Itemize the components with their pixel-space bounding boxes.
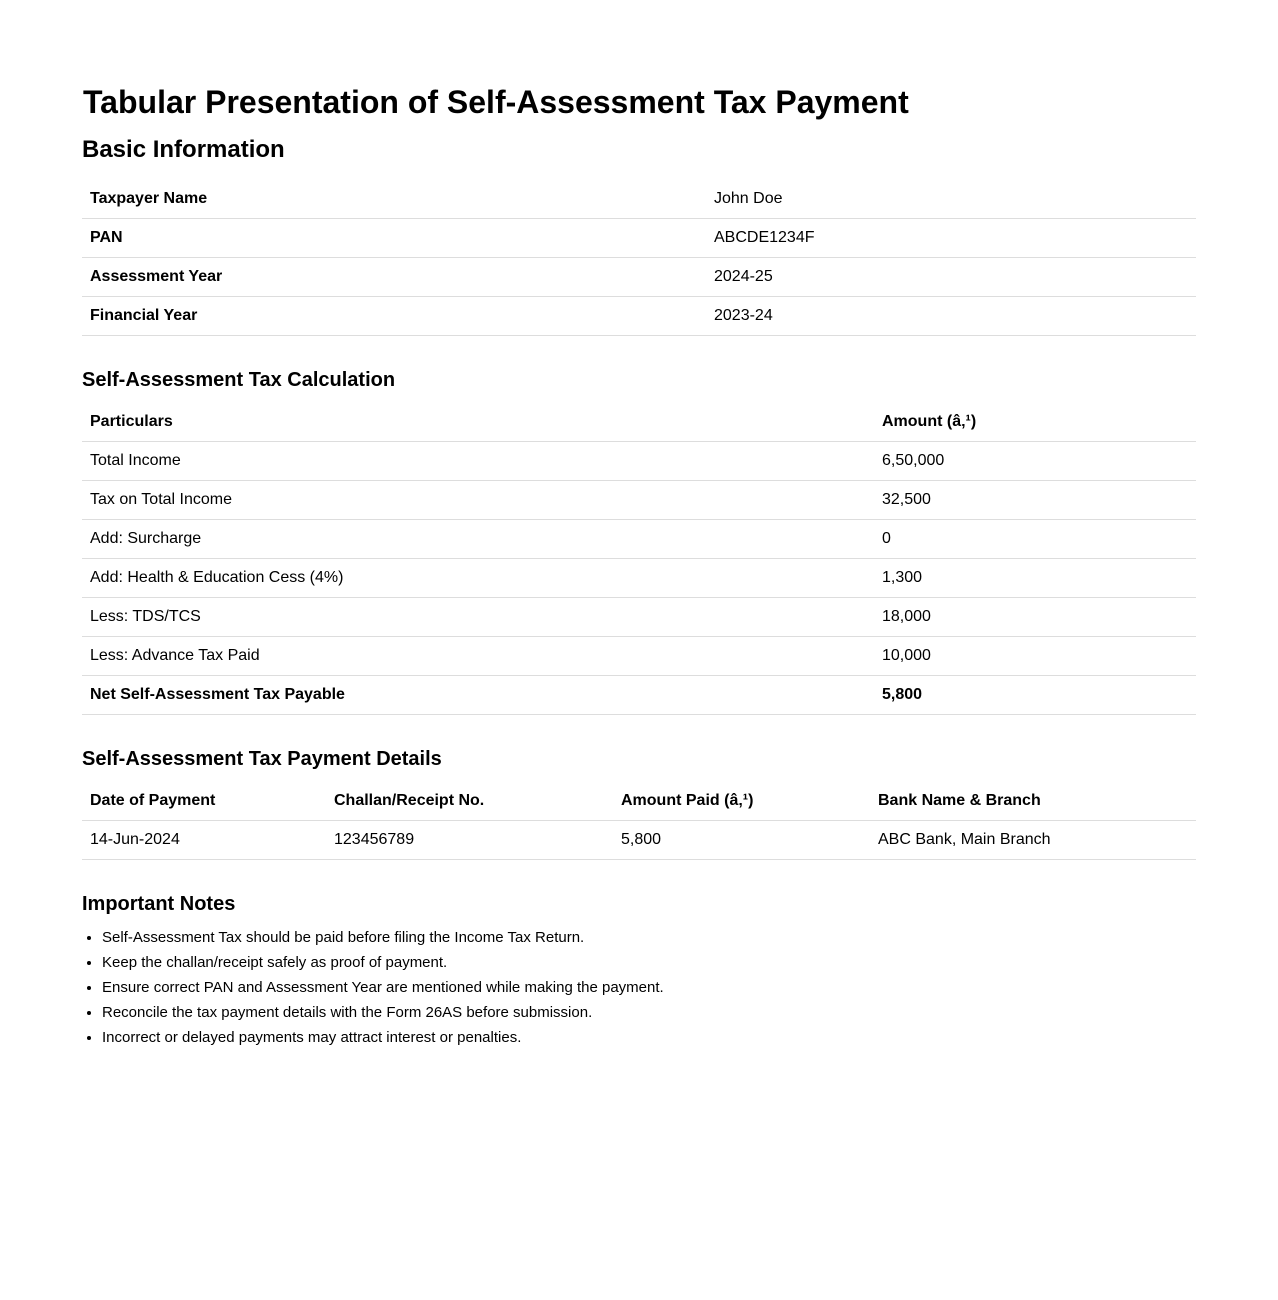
pan-label: PAN	[82, 219, 706, 258]
payment-table	[82, 782, 1196, 860]
particular-cell: Less: Advance Tax Paid	[82, 637, 874, 676]
bank-header: Bank Name & Branch	[870, 782, 1196, 821]
particular-cell: Add: Surcharge	[82, 520, 874, 559]
table-row	[82, 258, 1196, 297]
amount-header: Amount (â‚¹)	[874, 403, 1196, 442]
list-item: • Reconcile the tax payment details with the Form 26AS before submission.	[102, 1000, 664, 1025]
challan-number-cell: 123456789	[326, 821, 613, 860]
page-title: Tabular Presentation of Self-Assessment Tax Payment	[83, 84, 909, 120]
bank-name-cell: ABC Bank, Main Branch	[870, 821, 1196, 860]
table-row	[82, 297, 1196, 336]
payment-date-cell: 14-Jun-2024	[82, 821, 326, 860]
table-row	[82, 219, 1196, 258]
list-item: • Incorrect or delayed payments may attract interest or penalties.	[102, 1025, 664, 1050]
table-header-row	[82, 782, 1196, 821]
payment-heading: Self-Assessment Tax Payment Details	[82, 748, 442, 770]
notes-list	[82, 925, 664, 1050]
list-item: • Self-Assessment Tax should be paid before filing the Income Tax Return.	[102, 925, 664, 950]
list-item: • Keep the challan/receipt safely as proof of payment.	[102, 950, 664, 975]
amount-paid-cell: 5,800	[613, 821, 870, 860]
amount-cell: 1,300	[874, 559, 1196, 598]
challan-header: Challan/Receipt No.	[326, 782, 613, 821]
amount-cell: 6,50,000	[874, 442, 1196, 481]
table-row	[82, 637, 1196, 676]
table-row	[82, 520, 1196, 559]
assessment-year-label: Assessment Year	[82, 258, 706, 297]
particular-cell: Total Income	[82, 442, 874, 481]
table-header-row	[82, 403, 1196, 442]
particular-cell: Tax on Total Income	[82, 481, 874, 520]
particular-cell: Add: Health & Education Cess (4%)	[82, 559, 874, 598]
particular-cell: Less: TDS/TCS	[82, 598, 874, 637]
date-header: Date of Payment	[82, 782, 326, 821]
basic-info-table	[82, 180, 1196, 336]
amount-paid-header: Amount Paid (â‚¹)	[613, 782, 870, 821]
table-row	[82, 180, 1196, 219]
table-row	[82, 598, 1196, 637]
amount-cell: 32,500	[874, 481, 1196, 520]
amount-cell: 10,000	[874, 637, 1196, 676]
financial-year-value: 2023-24	[706, 297, 1196, 336]
net-payable-label: Net Self-Assessment Tax Payable	[82, 676, 874, 715]
table-row	[82, 821, 1196, 860]
pan-value: ABCDE1234F	[706, 219, 1196, 258]
table-row	[82, 481, 1196, 520]
table-row	[82, 559, 1196, 598]
net-payable-amount: 5,800	[874, 676, 1196, 715]
notes-heading: Important Notes	[82, 893, 236, 915]
calculation-table	[82, 403, 1196, 715]
taxpayer-name-value: John Doe	[706, 180, 1196, 219]
total-row	[82, 676, 1196, 715]
list-item: • Ensure correct PAN and Assessment Year are mentioned while making the payment.	[102, 975, 664, 1000]
basic-info-heading: Basic Information	[82, 136, 285, 163]
assessment-year-value: 2024-25	[706, 258, 1196, 297]
financial-year-label: Financial Year	[82, 297, 706, 336]
particulars-header: Particulars	[82, 403, 874, 442]
amount-cell: 18,000	[874, 598, 1196, 637]
amount-cell: 0	[874, 520, 1196, 559]
taxpayer-name-label: Taxpayer Name	[82, 180, 706, 219]
table-row	[82, 442, 1196, 481]
calculation-heading: Self-Assessment Tax Calculation	[82, 369, 396, 391]
